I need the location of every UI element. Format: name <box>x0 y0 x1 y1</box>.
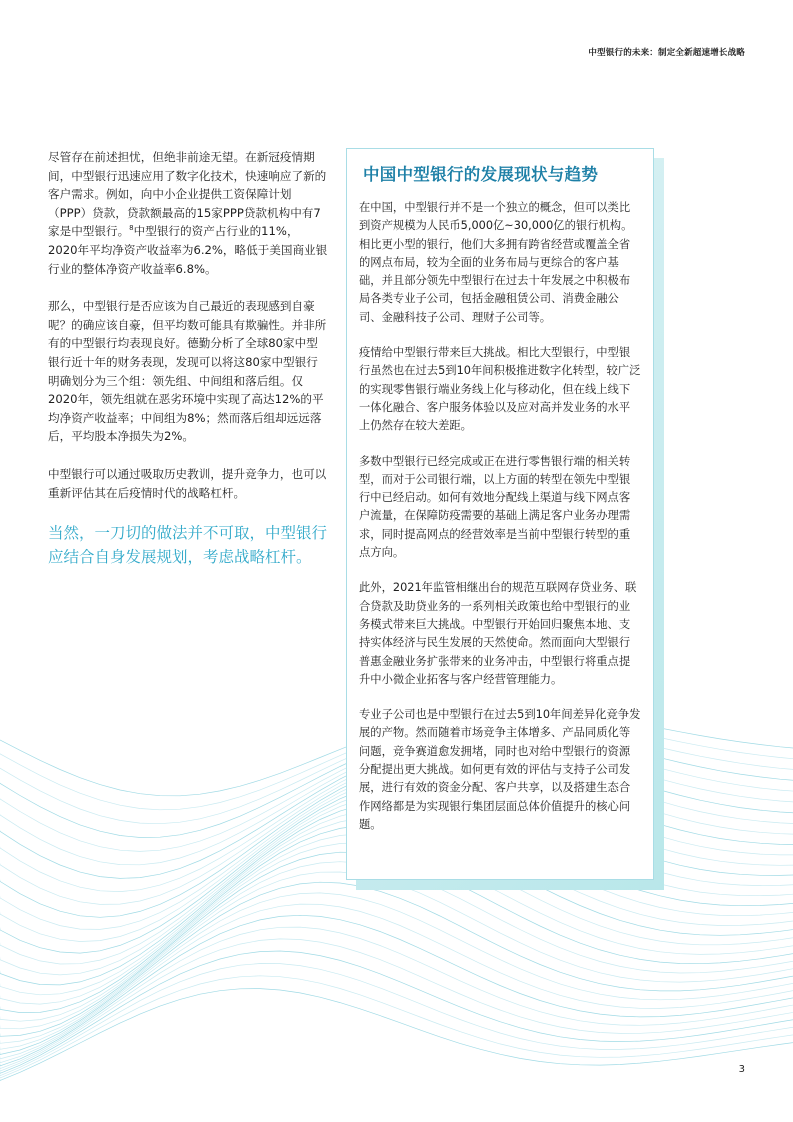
paragraph-1 <box>48 148 328 278</box>
sidebar-paragraph: 疫情给中型银行带来巨大挑战。相比大型银行，中型银行虽然也在过去5到10年间积极推进数字化转型，较广泛的实现零售银行端业务线上化与移动化，但在线上线下一体化融合、客户服务体验以及应对高并发业务的水平上仍然存在较大差距。 <box>359 346 641 433</box>
footnote-ref: 8 <box>129 224 134 233</box>
sidebar-paragraph: 此外，2021年监管相继出台的规范互联网存贷业务、联合贷款及助贷业务的一系列相关政策也给中型银行的业务模式带来巨大挑战。中型银行开始回归聚焦本地、支持实体经济与民生发展的天然使命。然而面向大型银行普惠金融业务扩张带来的业务冲击，中型银行将重点提升中小微企业拓客与客户经营管理能力。 <box>359 581 637 686</box>
wave-line <box>0 989 793 1081</box>
paragraph-1-text-b: 中型银行的资产占行业的11%，2020年平均净资产收益率为6.2%，略低于美国商业银行业的整体净资产收益率6.8%。 <box>48 224 328 276</box>
wave-line <box>0 882 793 1054</box>
sidebar-paragraph: 在中国，中型银行并不是一个独立的概念，但可以类比到资产规模为人民币5,000亿~30,000亿的银行机构。相比更小型的银行，他们大多拥有跨省经营或覆盖全省的网点布局，较为全面的业务布局与更综合的客户基础，并且部分领先中型银行在过去十年发展之中积极布局各类专业子公司，包括金融租赁公司、消费金融公司、金融科技子公司、理财子公司等。 <box>359 201 633 324</box>
paragraph-3: 中型银行可以通过吸取历史教训，提升竞争力，也可以重新评估其在后疫情时代的战略杠杆。 <box>48 466 327 500</box>
sidebar-paragraph: 专业子公司也是中型银行在过去5到10年间差异化竞争发展的产物。然而随着市场竞争主体增多、产品同质化等问题，竞争赛道愈发拥堵，同时也对给中型银行的资源分配提出更大挑战。如何更有效的评估与支持子公司发展，进行有效的资金分配、客户共享，以及搭建生态合作网络都是为实现银行集团层面总体价值提升的核心问题。 <box>359 708 641 831</box>
sidebar-paragraph: 多数中型银行已经完成或正在进行零售银行端的相关转型，而对于公司银行端，以上方面的转型在领先中型银行中已经启动。如何有效地分配线上渠道与线下网点客户流量，在保障防疫需要的基础上满足客户业务办理需求，同时提高网点的经营效率是当前中型银行转型的重点方向。 <box>359 454 631 560</box>
sidebar-box <box>346 148 654 880</box>
paragraph-1-text-a: 尽管存在前述担忧，但绝非前途无望。在新冠疫情期间，中型银行迅速应用了数字化技术，快速响应了新的客户需求。例如，向中小企业提供工资保障计划（PPP）贷款，贷款额最高的15家PPP贷款机构中有7家是中型银行。 <box>48 150 327 239</box>
sidebar-title: 中国中型银行的发展现状与趋势 <box>363 165 599 184</box>
pull-quote: 当然，一刀切的做法并不可取，中型银行应结合自身发展规划，考虑战略杠杆。 <box>48 524 328 567</box>
wave-line <box>0 893 793 1059</box>
page-number: 3 <box>738 1064 745 1075</box>
paragraph-2: 那么，中型银行是否应该为自己最近的表现感到自豪呢？的确应该自豪，但平均数可能具有欺骗性。并非所有的中型银行均表现良好。德勤分析了全球80家中型银行近十年的财务表现，发现可以将这80家中型银行明确划分为三个组：领先组、中间组和落后组。仅2020年，领先组就在恶劣环境中实现了高达12%的平均净资产收益率；中间组为8%；然而落后组却远远落后，平均股本净损失为2%。 <box>48 299 327 444</box>
left-column <box>48 148 328 569</box>
running-header: 中型银行的未来：制定全新超速增长战略 <box>588 48 745 58</box>
wave-line <box>0 939 793 1071</box>
